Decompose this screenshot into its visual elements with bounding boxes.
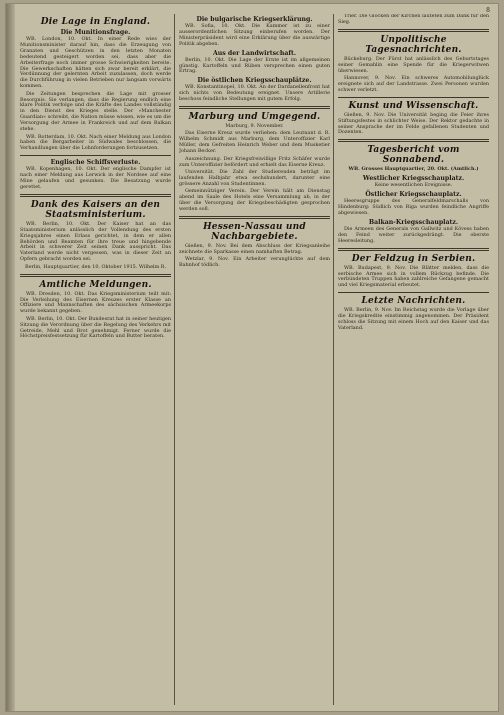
- article-paragraph: Auszeichnung. Der Kriegsfreiwillige Fritz Schäfer wurde zum Unteroffizier befördert und erhielt das Eiserne Kreuz.: [179, 155, 330, 168]
- headline-dank-des-kaisers: Dank des Kaisers an den Staatsministerium.: [30, 199, 161, 220]
- article-paragraph: Gemeinnütziger Verein. Der Verein hält am Dienstag abend im Saale des Hotels eine Versammlung ab, in der über die Versorgung der Kriegsbeschädigten gesprochen werden soll.: [179, 188, 330, 212]
- column-2: [179, 14, 334, 705]
- page-binding-edge: [6, 4, 15, 711]
- headline-amtliche-meldungen: Amtliche Meldungen.: [39, 279, 152, 290]
- article-paragraph: Universität. Die Zahl der Studierenden beträgt im laufenden Halbjahr etwa sechshundert, darunter eine grössere Anzahl von Studentinnen.: [179, 168, 330, 187]
- article-paragraph: Gießen, 9. Nov. Die Universität beging die Feier ihres Stiftungsfestes in schlichter Weise. Der Rektor gedachte in seiner Ansprache der im Felde gefallenen Studenten und Dozenten.: [338, 111, 489, 136]
- column-rule: [338, 292, 489, 293]
- column-rule: [20, 274, 171, 277]
- headline-kunst-wissenschaft: Kunst und Wissenschaft.: [348, 100, 479, 111]
- column-3: [338, 14, 492, 705]
- headline-feldzug-serbien: Der Feldzug in Serbien.: [351, 253, 476, 264]
- article-paragraph: WB. Berlin, 9. Nov. Im Reichstag wurde die Vorlage über die Kriegskredite einstimmig angenommen. Der Präsident schloss die Sitzung mit einem Hoch auf den Kaiser und das Vaterland.: [338, 307, 489, 331]
- column-rule: [338, 97, 489, 98]
- headline-lage-england: Die Lage in England.: [40, 17, 151, 27]
- headline-marburg-umgegend: Marburg und Umgegend.: [188, 112, 321, 123]
- column-rule: [338, 248, 489, 251]
- column-rule: [20, 155, 171, 156]
- headline-tagesbericht: Tagesbericht vom Sonnabend.: [367, 145, 460, 166]
- dateline: WB. Grosses Hauptquartier, 20. Okt. (Amtlich.): [348, 166, 479, 173]
- article-paragraph: WB. Rotterdam, 10. Okt. Nach einer Meldung aus London haben die Bergarbeiter in Südwales beschlossen, die Verhandlungen über die Lohnforderungen fortzusetzen.: [20, 133, 171, 152]
- article-paragraph: Berlin, 10. Okt. Die Lage der Ernte ist im allgemeinen günstig. Kartoffeln und Rüben versprechen einen guten Ertrag.: [179, 56, 330, 75]
- article-paragraph: Das Eiserne Kreuz wurde verliehen: dem Leutnant d. R. Wilhelm Schmidt aus Marburg, dem Unteroffizier Karl Müller, dem Gefreiten Heinrich Weber und dem Musketier Johann Becker.: [179, 130, 330, 155]
- article-paragraph: WB. Berlin, 10. Okt. Der Bundesrat hat in seiner heutigen Sitzung die Verordnung über die Regelung des Verkehrs mit Getreide, Mehl und Brot genehmigt. Ferner wurde die Höchstpreisfestsetzung für Kartoffeln und Butter beraten.: [20, 315, 171, 340]
- subheading-munitionsfrage: Die Munitionsfrage.: [60, 29, 131, 36]
- headline-hessen-nassau: Hessen-Nassau und Nachbargebiete.: [203, 221, 306, 242]
- article-paragraph: WB. Kopenhagen, 10. Okt. Der englische Dampfer ist nach einer Meldung aus Lerwick in der Nordsee auf eine Mine gelaufen und gesunken. Die Besatzung wurde gerettet.: [20, 166, 171, 190]
- article-paragraph: Die Armeen des Generals von Gallwitz und Kövess haben den Feind weiter zurückgedrängt. Die oberste Heeresleitung.: [338, 225, 489, 244]
- article-paragraph: WB. London, 10. Okt. In einer Rede wies der Munitionsminister darauf hin, dass die Erzeugung von Granaten und Geschützen in den letzten Monaten bedeutend gesteigert worden sei, dass aber die Arbeiterfrage noch immer grosse Schwierigkeiten bereite. Die Gewerkschaften hätten sich zwar bereit erklärt, die Verdünnung der gelernten Arbeit zuzulassen, doch werde die Durchführung in vielen Betrieben nur langsam vorwärts kommen.: [20, 36, 171, 90]
- column-1: [20, 14, 175, 705]
- signature-line: Berlin, Hauptquartier, den 10. Oktober 1915. Wilhelm R.: [24, 263, 167, 270]
- article-paragraph: WB. Dresden, 10. Okt. Das Kriegsministerium teilt mit: Die Verleihung des Eisernen Kreuzes erster Klasse an Offiziere und Mannschaften des sächsischen Armeekorps wurde bekannt gegeben.: [20, 290, 171, 315]
- headline-letzte-nachrichten: Letzte Nachrichten.: [361, 296, 466, 307]
- subheading-landwirtschaft: Aus der Landwirtschaft.: [212, 49, 297, 57]
- article-paragraph: WB. Berlin, 10. Okt. Der Kaiser hat an das Staatsministerium anlässlich der Vollendung des ersten Kriegsjahres einen Erlass gerichtet, in dem er allen Behörden und Beamten für ihre treue und hingebende Arbeit in schwerer Zeit seinen Dank ausspricht. Das Vaterland werde nicht vergessen, was in dieser Zeit an Opfern gebracht worden sei.: [20, 220, 171, 263]
- column-rule: [338, 29, 489, 32]
- column-rule: [338, 139, 489, 142]
- article-paragraph: Die Zeitungen besprechen die Lage mit grosser Besorgnis. Sie verlangen, dass die Regierung endlich eine klare Politik verfolge und die Kräfte des Landes vollständig in den Dienst des Krieges stelle. Der »Manchester Guardian« schreibt, die Nation müsse wissen, wie es um die Versorgung der Armee in Frankreich und auf dem Balkan stehe.: [20, 90, 171, 133]
- dateline: Marburg, 9. November.: [225, 123, 284, 130]
- subheading-bulgarische-kriegserklaerung: Die bulgarische Kriegserklärung.: [196, 16, 313, 23]
- article-paragraph: Hannover, 9. Nov. Ein schweres Automobilunglück ereignete sich auf der Landstrasse. Zwei Personen wurden schwer verletzt.: [338, 75, 489, 93]
- page-number: 8: [486, 7, 490, 14]
- column-rule: [179, 106, 330, 109]
- article-paragraph: WB. Konstantinopel, 10. Okt. An der Dardanellenfront hat sich nichts von Bedeutung ereignet. Unsere Artillerie beschoss feindliche Stellungen mit gutem Erfolg.: [179, 84, 330, 103]
- article-paragraph: WB. Budapest, 9. Nov. Die Blätter melden, dass die serbische Armee sich in vollem Rückzug befinde. Die verbündeten Truppen haben zahlreiche Gefangene gemacht und viel Kriegsmaterial erbeutet.: [338, 264, 489, 289]
- article-paragraph: Bückeburg. Der Fürst hat anlässlich des Geburtstages seiner Gemahlin eine Spende für die Kriegerwitwen überwiesen.: [338, 55, 489, 74]
- column-rule: [20, 194, 171, 197]
- column-rule: [179, 216, 330, 219]
- subheading-schiffsverluste: Englische Schiffsverluste.: [50, 159, 141, 167]
- article-paragraph: Gießen, 9. Nov. Bei dem Abschluss der Kriegsanleihe zeichnete die Sparkasse einen namhaften Betrag.: [179, 242, 330, 255]
- column-container: [20, 14, 492, 705]
- article-paragraph: Trier. Die Glocken der Kirchen läuteten zum Dank für den Sieg.: [338, 14, 489, 25]
- newspaper-page: [6, 4, 498, 711]
- article-paragraph: Heeresgruppe des Generalfeldmarschalls von Hindenburg: Südlich von Riga wurden feindliche Angriffe abgewiesen.: [338, 198, 489, 216]
- subheading-oestliche-kriegsschauplaetze: Die östlichen Kriegsschauplätze.: [197, 77, 312, 85]
- article-paragraph: WB. Sofia, 10. Okt. Die Kammer ist zu einer ausserordentlichen Sitzung einberufen worden. Der Ministerpräsident wird eine Erklärung über die auswärtige Politik abgeben.: [179, 23, 330, 47]
- headline-unpolitische-tagesnachrichten: Unpolitische Tagesnachrichten.: [365, 34, 462, 55]
- subheading-oestlicher-kriegsschauplatz: Östlicher Kriegsschauplatz.: [365, 191, 462, 199]
- subheading-westlicher-kriegsschauplatz: Westlicher Kriegsschauplatz.: [362, 175, 465, 183]
- article-paragraph: Wetzlar, 9. Nov. Ein Arbeiter verunglückte auf dem Bahnhof tödlich.: [179, 256, 330, 268]
- article-paragraph: Keine wesentlichen Ereignisse.: [374, 182, 453, 189]
- subheading-balkan-kriegsschauplatz: Balkan-Kriegsschauplatz.: [368, 218, 459, 226]
